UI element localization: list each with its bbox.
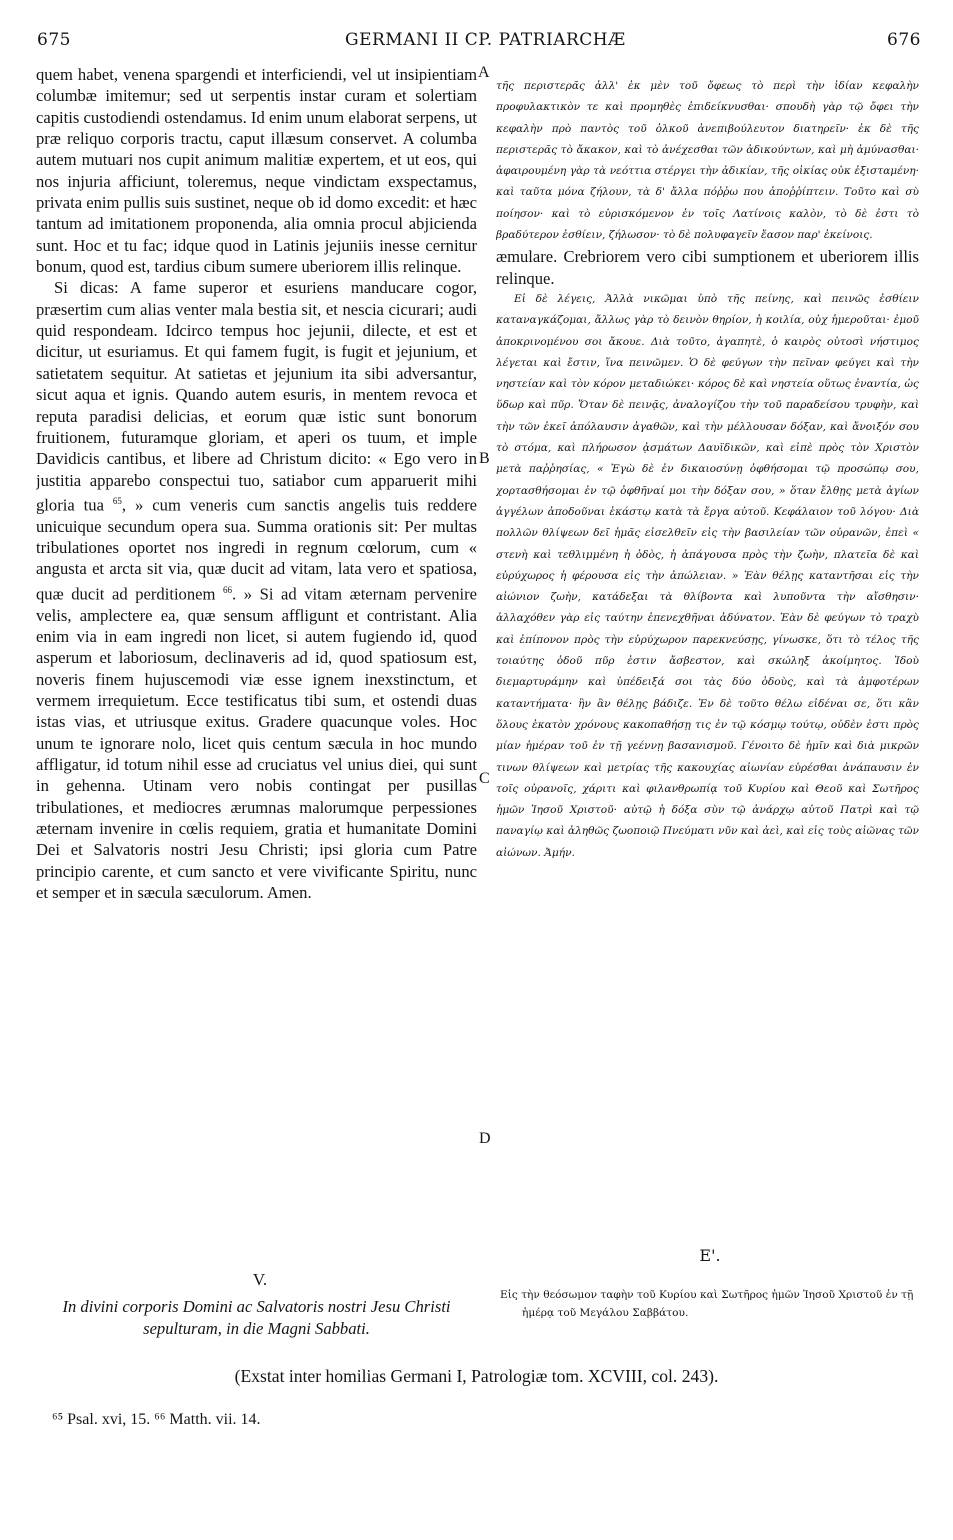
latin-gloss: æmulare. Crebriorem vero cibi sumptionem et uberiorem illis relinque. bbox=[496, 247, 919, 288]
greek-column bbox=[496, 76, 919, 864]
latin-paragraph bbox=[36, 277, 477, 903]
greek-section-number: Ε'. bbox=[699, 1246, 721, 1265]
latin-section-number: V. bbox=[252, 1270, 268, 1289]
greek-paragraph: Εἰ δὲ λέγεις, Ἀλλὰ νικῶμαι ὑπὸ τῆς πείνης, καὶ πεινῶς ἐσθίειν καταναγκάζομαι, ἄλλως γὰρ τὸ δεινὸν θηρίον, ἡ κοιλία, οὐχ ἡμεροῦται· ἐμοῦ ἀποκρινομένου σοι ἄκουε. Διὰ τοῦτο, ἀγαπητὲ, ὁ καιρὸς οὑτοσὶ νήστιμος λέγεται καὶ ἔστιν, ἵνα πεινῶμεν. Ὁ δὲ φεύγων τὴν πεῖναν φεύγει καὶ τὴν νηστείαν καὶ τὸν κόρον μεταδιώκει· κόρος δὲ καὶ νηστεία οὕτως ἐναντία, ὡς ὕδωρ καὶ πῦρ. Ὅταν δὲ πεινᾷς, ἀναλογίζου τὴν τοῦ παραδείσου τρυφὴν, καὶ τὴν τῶν ἐκεῖ ἀπόλαυσιν ἀγαθῶν, καὶ τὴν μέλλουσαν δόξαν, καὶ ἄνοιξόν σου τὸ στόμα, καὶ πλήρωσον ᾀσμάτων Δαυϊδικῶν, καὶ εἰπὲ πρὸς τὸν Χριστὸν μετὰ παῤῥησίας, « Ἐγὼ δὲ ἐν δικαιοσύνῃ ὀφθήσομαι τῷ προσώπῳ σου, χορτασθήσομαι ἐν τῷ ὀφθῆναί μοι τὴν δόξαν σου, » ὅταν ἔλθῃς μετὰ ἁγίων ἀγγέλων ἀποδοῦναι ἑκάστῳ κατὰ τὰ ἔργα αὐτοῦ. Κεφάλαιον τοῦ λόγου· Διὰ πολλῶν θλίψεων δεῖ ἡμᾶς εἰσελθεῖν εἰς τὴν βασιλείαν τῶν οὐρανῶν, ἐπεὶ « στενὴ καὶ τεθλιμμένη ἡ ὁδὸς, ἡ ἀπάγουσα πρὸς τὴν ζωὴν, πλατεῖα δὲ καὶ εὐρύχωρος ἡ φέρουσα εἰς τὴν ἀπώλειαν. » Ἐὰν θέλῃς καταντῆσαι εἰς τὴν αἰώνιον ζωὴν, κατάδεξαι τὰ θλίβοντα καὶ λυποῦντα τὴν αἴσθησιν· ἀλλαχόθεν γὰρ εἰς ταύτην ἐπενεχθῆναι ἀδύνατον. Ἐὰν δὲ φεύγων τὸ τραχὺ καὶ ἐπίπονον πρὸς τὴν εὐρύχωρον παρεκνεύσῃς, γίνωσκε, ὅτι τὸ τέλος τῆς τοιαύτης ὁδοῦ πῦρ ἐστιν ἄσβεστον, καὶ σκώληξ ἀκοίμητος. Ἰδοὺ διεμαρτυράμην καὶ ὑπέδειξά σοι τὰς δύο ὁδοὺς, καὶ τὰ ἀμφοτέρων καταντήματα· ἣν ἂν θέλῃς βάδιζε. Ἐν δὲ τοῦτο θέλω εἰδέναι σε, ὅτι κἂν ὅλους ἑκατὸν χρόνους κακοπαθήσῃ τις ἐν τῷ κόσμῳ τούτῳ, οὐδὲν ἐστι πρὸς μίαν ἡμέραν τοῦ ἐν τῇ γεέννῃ βασανισμοῦ. Γένοιτο δὲ ἡμῖν καὶ διὰ μικρῶν τινων θλίψεων καὶ μετρίας τῆς κακουχίας αἰωνίαν εὑρέσθαι ἀνάπαυσιν ἐν τοῖς οὐρανοῖς, χάριτι καὶ φιλανθρωπίᾳ τοῦ Κυρίου καὶ Θεοῦ καὶ Σωτῆρος ἡμῶν Ἰησοῦ Χριστοῦ· αὐτῷ ἡ δόξα σὺν τῷ ἀνάρχῳ αὐτοῦ Πατρὶ καὶ τῷ παναγίῳ καὶ ἀληθῶς ζωοποιῷ Πνεύματι νῦν καὶ ἀεὶ, καὶ εἰς τοὺς αἰῶνας τῶν αἰώνων. Ἀμήν. bbox=[496, 292, 919, 859]
latin-column bbox=[36, 64, 477, 903]
quote-close: , » bbox=[121, 495, 144, 515]
latin-text: Si dicas: A fame superor et esuriens manducare cogor, præsertim cum alias venter mala bestia sit, et nescia cicurari; audi quid respondeam. Idcirco tempus hoc jejunii, dilecte, et est et dicitur, ut esuriamus. Et qui famem fugit, is fugit et jejunium, et satietatem sequitur. At satietas et jejunium ita sibi adversantur, sicut aqua et ignis. Quando autem esuris, in mentem revoca et reputa paradisi delicias, et eorum quæ istic sunt bonorum fruitionem, futuramque gloriam, et aperi os tuum, et imple Davidicis cantibus, et libere ad Christum dicito: « Ego vero in justitia apparebo conspectui tuo, satiabor cum apparuerit mihi gloria tua bbox=[36, 278, 477, 515]
source-note: (Exstat inter homilias Germani I, Patrologiæ tom. XCVIII, col. 243). bbox=[234, 1366, 719, 1386]
page-number-right: 676 bbox=[887, 30, 921, 50]
latin-paragraph: quem habet, venena spargendi et interficiendi, vel ut insipientiam columbæ imitemur; sed ut serpentis instar curam et solertiam capitis custodiendi ostendamus. Id enim unum elaborat serpens, ut præ reliquo corporis tractu, caput illæsum conservet. A columba autem mutuari nos cupit animum malitiæ expertem, et ut eos, qui nos injuria afficiunt, toleremus, neque vindictam exspectamus, privata enim pullis suis sustinet, neque ob id domo excedit: et hæc tantum ad imitationem proponenda, alia omnia procul abjicienda sunt. Hoc et tu fac; idque quod in Latinis jejuniis inesse cernitur bonum, quod est, tardius cibum sumere uberiorem illis relinque. bbox=[36, 65, 477, 277]
footnote-ref: 65 bbox=[112, 495, 122, 506]
footnote-ref: 66 bbox=[223, 584, 232, 595]
greek-paragraph: τῆς περιστερᾶς ἀλλ' ἐκ μὲν τοῦ ὄφεως τὸ περὶ τὴν ἰδίαν κεφαλὴν προφυλακτικὸν τε καὶ προμηθὲς ἐπιδείκνυσθαι· σπουδὴ γὰρ τῷ ὄφει τὴν κεφαλὴν πρὸ παντὸς τοῦ ὀλκοῦ ἀνεπιβούλευτον διατηρεῖν· ἐκ δὲ τῆς περιστερᾶς τὸ ἄκακον, καὶ τὸ ἀνέχεσθαι τῶν ἀδικούντων, καὶ μὴ ἀμύνασθαι· ἀφαιρουμένη γὰρ τὰ νεόττια στέργει τὴν ἀδικίαν, τῆς οἰκίας οὐκ ἐξισταμένη· καὶ ταῦτα μόνα ζήλουν, τὰ δ' ἄλλα πόῤῥω που ἀποῤῥίπτειν. Τοῦτο καὶ σὺ ποίησον· καὶ τὸ εὑρισκόμενον ἐν τοῖς Λατίνοις καλὸν, τὸ δὲ ἐστι τὸ βραδύτερον ἐσθίειν, ζήλωσον· τὸ δὲ πολυφαγεῖν ἔασον παρ' ἐκείνοις. bbox=[496, 80, 919, 242]
latin-text: cum veneris cum sanctis angelis tuis reddere unicuique secundum opera sua. Summa orationis sit: Per multas tribulationes oportet nos ingredi in regnum cœlorum, cum « angusta et arcta sit via, quæ ducit ad vitam, lata vero et spatiosa, quæ ducit ad perditionem bbox=[36, 495, 477, 604]
margin-letter-a: A bbox=[478, 64, 490, 81]
margin-letter-c: C bbox=[479, 770, 490, 787]
footnotes: ⁶⁵ Psal. xvi, 15. ⁶⁶ Matth. vii. 14. bbox=[52, 1411, 261, 1428]
margin-letter-d: D bbox=[479, 1130, 491, 1147]
page-number-left: 675 bbox=[37, 30, 71, 50]
latin-section-title: In divini corporis Domini ac Salvatoris nostri Jesu Christi sepulturam, in die Magni Sabbati. bbox=[62, 1297, 451, 1338]
quote-close: . » bbox=[232, 584, 253, 604]
running-title: GERMANI II CP. PATRIARCHÆ bbox=[345, 30, 626, 50]
latin-text: Si ad vitam æternam pervenire velis, amplectere ea, quæ sensum affligunt et contristant. Alia enim via in eam ingredi non licet, si autem fugiendo id, quod asperum et laboriosum, declinaveris ad id, quod spatiosum est, noveris finem hujuscemodi viæ esse ignem inexstinctum, et vermem irrequietum. Ecce testificatus tibi sum, et ostendi duas istas vias, et utriusque exitus. Gradere quacunque voles. Hoc unum te ignorare nolo, licet quis centum sæcula in hoc mundo affligatur, id totum nihil esse ad cruciatus vel unius diei, qui sunt in gehenna. Utinam vero nobis contingat per pusillas tribulationes, et mediocres ærumnas malorumque perpessiones æternam invenire in cœlis requiem, gratia et humanitate Domini Dei et Salvatoris nostri Jesu Christi; ipsi gloria cum Patre principio carente, et cum sancto et vere vivificante Spiritu, nunc et semper et in sæcula sæculorum. Amen. bbox=[36, 584, 477, 903]
margin-letter-b: B bbox=[479, 450, 490, 467]
greek-section-title: Εἰς τὴν θεόσωμον ταφὴν τοῦ Κυρίου καὶ Σωτῆρος ἡμῶν Ἰησοῦ Χριστοῦ ἐν τῇ ἡμέρᾳ τοῦ Μεγάλου Σαββάτου. bbox=[500, 1289, 914, 1319]
